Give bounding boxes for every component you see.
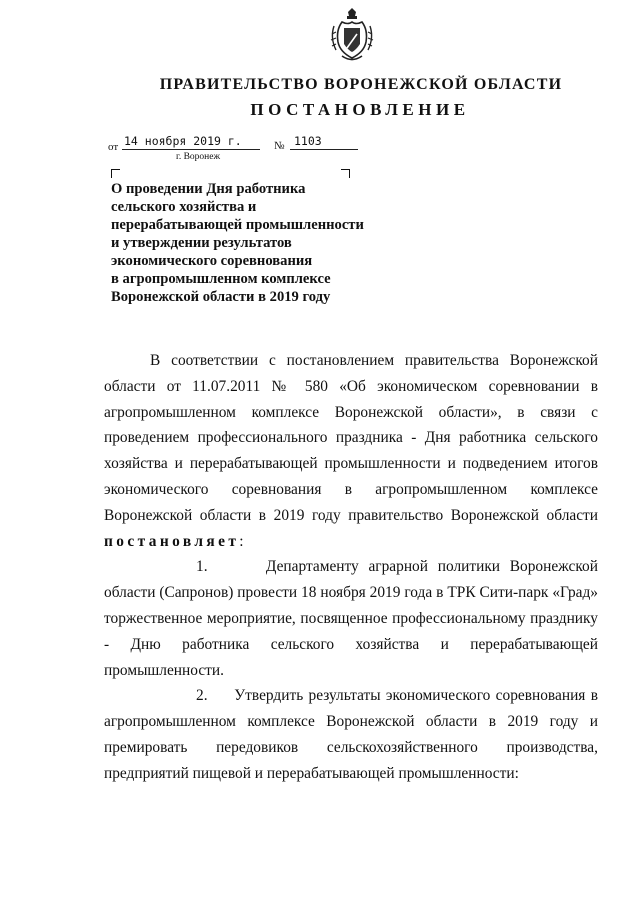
number-sign: № <box>274 140 285 152</box>
subject-line: сельского хозяйства и <box>111 199 257 215</box>
date-number-line <box>108 134 368 156</box>
decree-word: постановляет <box>104 532 240 550</box>
date-prefix: от <box>108 141 119 153</box>
document-subject <box>111 180 391 306</box>
item-2-text: Утвердить результаты экономического соревнования в агропромышленном комплексе Воронежской области в 2019 году и премировать передовиков сельскохозяйственного производства, предприятий пищевой и перерабатывающей промышленности: <box>104 687 598 782</box>
coat-of-arms-emblem <box>328 8 376 64</box>
item-2-paragraph <box>104 683 598 786</box>
subject-line: экономического соревнования <box>111 253 313 269</box>
document-date: 14 ноября 2019 г. <box>122 134 260 150</box>
document-number: 1103 <box>290 134 358 150</box>
intro-paragraph: В соответствии с постановлением правительства Воронежской области от 11.07.2011 № 580 «Об экономическом соревновании в агропромышленном комплексе Воронежской области», в связи с проведением профессионального праздника - Дня работника сельского хозяйства и перерабатывающей промышленности и подведением итогов экономического соревнования в агропромышленном комплексе Воронежской области в 2019 году правительство Воронежской области <box>104 352 598 524</box>
document-body <box>104 348 598 787</box>
subject-corner-mark-left <box>111 169 120 178</box>
subject-line: и утверждении результатов <box>111 235 292 251</box>
government-title: ПРАВИТЕЛЬСТВО ВОРОНЕЖСКОЙ ОБЛАСТИ <box>159 76 563 93</box>
subject-line: Воронежской области в 2019 году <box>111 289 331 305</box>
document-type-title: ПОСТАНОВЛЕНИЕ <box>250 100 470 119</box>
item-1-text: Департаменту аграрной политики Воронежской области (Сапронов) провести 18 ноября 2019 года в ТРК Сити-парк «Град» торжественное мероприятие, посвященное профессиональному празднику - Дню работника сельского хозяйства и перерабатывающей промышленности. <box>104 558 598 679</box>
item-2-number: 2. <box>196 687 208 705</box>
item-1-paragraph <box>104 554 598 683</box>
decree-line <box>104 529 598 555</box>
subject-line: перерабатывающей промышленности <box>111 217 364 233</box>
item-1-number: 1. <box>196 558 208 576</box>
city-label: г. Воронеж <box>176 152 221 162</box>
decree-colon: : <box>239 532 244 550</box>
subject-line: О проведении Дня работника <box>111 181 306 197</box>
subject-line: в агропромышленном комплексе <box>111 271 331 287</box>
subject-corner-mark-right <box>341 169 350 178</box>
